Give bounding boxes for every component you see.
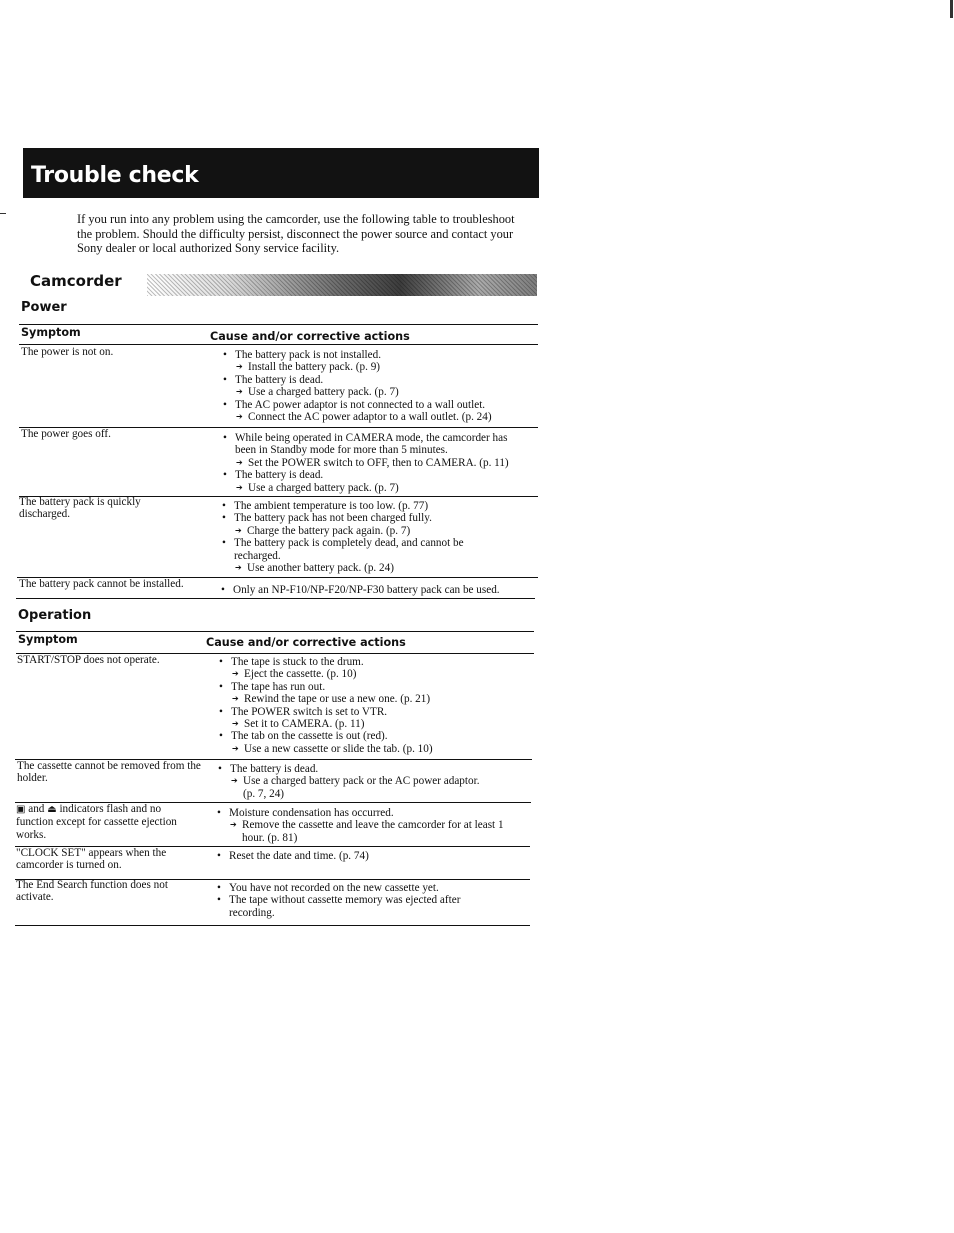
cause-continuation: recharged. <box>234 549 281 562</box>
cause-item: • The battery is dead. <box>217 763 537 775</box>
table-row-symptom: The battery pack is quickly discharged. <box>19 496 141 521</box>
action-continuation: hour. (p. 81) <box>242 831 298 844</box>
action-item: ➔ Use a new cassette or slide the tab. (p. 10) <box>218 743 538 755</box>
operation-col-symptom: Symptom <box>18 633 78 646</box>
table-row-symptom <box>16 803 196 841</box>
power-top-rule <box>19 324 538 325</box>
intro-paragraph: If you run into any problem using the camcorder, use the following table to troubleshoot the problem. Should the difficulty persist, disconnect the power source and contact your Sony dealer or local authorized Sony service facility. <box>77 212 515 255</box>
scan-edge-mark <box>0 213 6 214</box>
action-item: ➔ Set the POWER switch to OFF, then to CAMERA. (p. 11) <box>222 457 542 469</box>
cause-item: • The tape has run out. <box>218 681 538 693</box>
table-row-cause <box>222 432 542 494</box>
table-row-symptom: The End Search function does not activate. <box>16 879 168 904</box>
table-row-cause <box>222 349 542 423</box>
cause-item: • The battery pack has not been charged fully. <box>221 512 541 524</box>
section-title: Camcorder <box>30 272 122 290</box>
table-row-cause <box>220 584 550 596</box>
action-item: ➔ Use another battery pack. (p. 24) <box>221 562 541 574</box>
cause-continuation: recording. <box>229 906 275 919</box>
cause-item: • The tape without cassette memory was ejected after <box>216 894 536 906</box>
cause-continuation: been in Standby mode for more than 5 minutes. <box>235 444 448 457</box>
action-item: ➔ Rewind the tape or use a new one. (p. 21) <box>218 693 538 705</box>
cause-item: • The POWER switch is set to VTR. <box>218 706 538 718</box>
action-item: ➔ Use a charged battery pack or the AC power adaptor. <box>217 775 537 787</box>
cause-item: • Reset the date and time. (p. 74) <box>216 850 536 862</box>
cause-item: • The tab on the cassette is out (red). <box>218 730 538 742</box>
table-row-cause <box>216 807 536 844</box>
cause-item: • Only an NP-F10/NP-F20/NP-F30 battery pack can be used. <box>220 584 550 596</box>
table-row-symptom: The power is not on. <box>21 346 114 358</box>
table-row-symptom: The cassette cannot be removed from the holder. <box>17 760 201 785</box>
operation-top-rule <box>16 631 534 632</box>
table-row-cause <box>217 763 537 800</box>
cause-item: • The battery is dead. <box>222 374 542 386</box>
action-item: ➔ Eject the cassette. (p. 10) <box>218 668 538 680</box>
power-col-cause: Cause and/or corrective actions <box>210 330 410 343</box>
operation-col-cause: Cause and/or corrective actions <box>206 636 406 649</box>
action-continuation: (p. 7, 24) <box>243 787 285 800</box>
cause-item: • The battery pack is not installed. <box>222 349 542 361</box>
action-item: ➔ Connect the AC power adaptor to a wall outlet. (p. 24) <box>222 411 542 423</box>
table-row-symptom: The battery pack cannot be installed. <box>19 578 184 590</box>
action-item: ➔ Use a charged battery pack. (p. 7) <box>222 386 542 398</box>
cause-item: • The ambient temperature is too low. (p. 77) <box>221 500 541 512</box>
table-row-cause <box>216 882 536 919</box>
action-item: ➔ Install the battery pack. (p. 9) <box>222 361 542 373</box>
power-bottom-rule <box>16 598 535 599</box>
operation-bottom-rule <box>15 925 530 926</box>
symptom-text: indicators flash and no function except for cassette ejection works. <box>16 803 177 841</box>
cause-item: • The battery pack is completely dead, and cannot be <box>221 537 541 549</box>
table-row-cause <box>216 850 536 862</box>
symptom-and: and <box>28 803 45 815</box>
action-item: ➔ Set it to CAMERA. (p. 11) <box>218 718 538 730</box>
cause-item: • While being operated in CAMERA mode, the camcorder has <box>222 432 542 444</box>
action-item: ➔ Use a charged battery pack. (p. 7) <box>222 482 542 494</box>
action-item: ➔ Remove the cassette and leave the camcorder for at least 1 <box>216 819 536 831</box>
operation-heading: Operation <box>18 608 92 623</box>
table-row-cause <box>218 656 538 755</box>
power-col-symptom: Symptom <box>21 326 81 339</box>
cause-item: • The tape is stuck to the drum. <box>218 656 538 668</box>
halftone-rule <box>147 274 537 296</box>
cassette-indicator-icon: ▣ <box>16 804 26 815</box>
scan-edge-mark <box>950 0 953 18</box>
cause-item: • Moisture condensation has occurred. <box>216 807 536 819</box>
action-item: ➔ Charge the battery pack again. (p. 7) <box>221 525 541 537</box>
page-title: Trouble check <box>31 163 199 188</box>
cause-item: • The AC power adaptor is not connected to a wall outlet. <box>222 399 542 411</box>
eject-icon: ⏏ <box>47 804 57 815</box>
table-row-symptom: The power goes off. <box>21 428 111 440</box>
power-heading: Power <box>21 300 67 315</box>
table-row-symptom: "CLOCK SET" appears when the camcorder is turned on. <box>16 847 167 872</box>
power-head-rule <box>19 344 538 345</box>
table-row-symptom: START/STOP does not operate. <box>17 654 160 666</box>
cause-item: • The battery is dead. <box>222 469 542 481</box>
table-row-cause <box>221 500 541 574</box>
cause-item: • You have not recorded on the new cassette yet. <box>216 882 536 894</box>
